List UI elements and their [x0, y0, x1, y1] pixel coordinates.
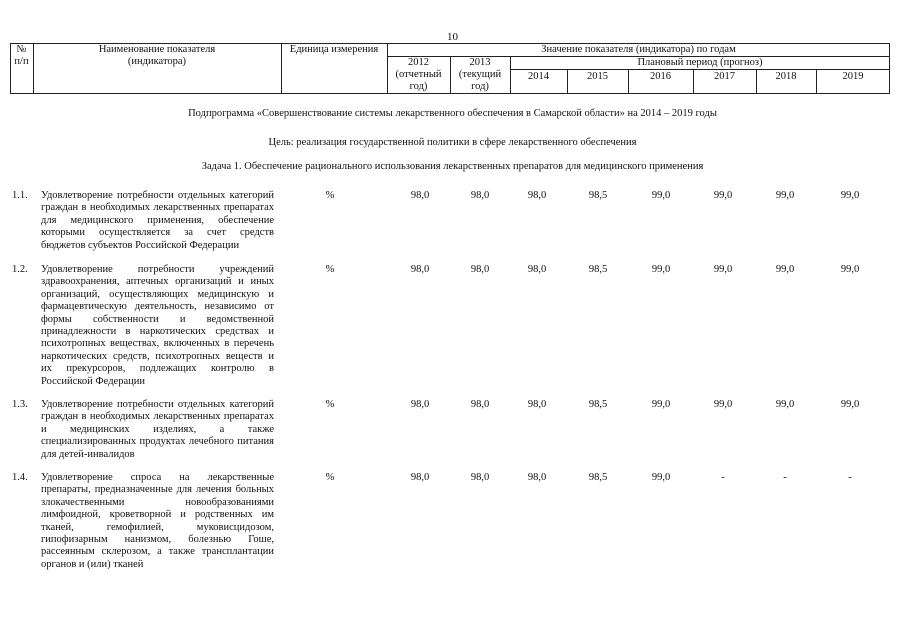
header-year: 2016 — [650, 71, 671, 82]
row-unit: % — [325, 472, 335, 483]
header-unit: Единица измерения — [289, 44, 379, 55]
row-unit: % — [325, 264, 335, 275]
task-line: Задача 1. Обеспечение рационального использования лекарственных препаратов для медицинского применения — [201, 161, 704, 172]
header-year: 2015 — [587, 71, 608, 82]
row-unit: % — [325, 399, 335, 410]
table-header — [10, 43, 890, 94]
row-value-2012: 98,0 — [410, 190, 430, 201]
row-indicator-name: Удовлетворение потребности отдельных категорий граждан в необходимых лекарственных препаратах для медицинского применения, обеспечение которыми осуществляется за счет средств бюджетов субъектов Российской Федерации — [41, 190, 274, 251]
row-value-2018: 99,0 — [775, 190, 795, 201]
row-unit: % — [325, 190, 335, 201]
row-number: 1.1. — [12, 190, 28, 201]
row-number: 1.4. — [12, 472, 28, 483]
row-value-2019: 99,0 — [840, 264, 860, 275]
row-value-2014: 98,0 — [527, 190, 547, 201]
header-year: 2018 — [775, 71, 797, 82]
header-values-title: Значение показателя (индикатора) по годам — [541, 44, 736, 55]
row-value-2019: 99,0 — [840, 190, 860, 201]
row-value-2013: 98,0 — [470, 472, 490, 483]
row-value-2014: 98,0 — [527, 264, 547, 275]
row-value-2017: - — [721, 472, 725, 483]
row-value-2015: 98,5 — [588, 190, 608, 201]
row-indicator-name: Удовлетворение потребности отдельных категорий граждан в необходимых лекарственных препаратах и медицинских изделиях, а также специализированных продуктах лечебного питания для детей-инвалидов — [41, 399, 274, 460]
row-value-2018: 99,0 — [775, 399, 795, 410]
row-value-2019: - — [848, 472, 852, 483]
subprogram-title: Подпрограмма «Совершенствование системы лекарственного обеспечения в Самарской области» на 2014 – 2019 годы — [188, 108, 717, 119]
header-2012: 2012 (отчетный год) — [395, 57, 442, 92]
header-2013: 2013 (текущий год) — [458, 57, 502, 92]
row-number: 1.2. — [12, 264, 28, 275]
header-name: Наименование показателя (индикатора) — [98, 44, 216, 67]
header-planned-title: Плановый период (прогноз) — [637, 57, 763, 68]
row-value-2012: 98,0 — [410, 472, 430, 483]
row-value-2016: 99,0 — [651, 399, 671, 410]
row-value-2014: 98,0 — [527, 399, 547, 410]
header-year: 2019 — [842, 71, 864, 82]
row-value-2015: 98,5 — [588, 399, 608, 410]
row-value-2017: 99,0 — [713, 264, 733, 275]
header-num: № п/п — [14, 44, 29, 67]
row-value-2019: 99,0 — [840, 399, 860, 410]
row-value-2016: 99,0 — [651, 264, 671, 275]
row-number: 1.3. — [12, 399, 28, 410]
row-value-2014: 98,0 — [527, 472, 547, 483]
page-number: 10 — [447, 31, 458, 43]
row-value-2013: 98,0 — [470, 264, 490, 275]
row-value-2016: 99,0 — [651, 190, 671, 201]
row-value-2013: 98,0 — [470, 190, 490, 201]
row-value-2015: 98,5 — [588, 264, 608, 275]
row-value-2012: 98,0 — [410, 264, 430, 275]
row-value-2018: 99,0 — [775, 264, 795, 275]
row-value-2015: 98,5 — [588, 472, 608, 483]
header-year: 2014 — [528, 71, 549, 82]
row-value-2016: 99,0 — [651, 472, 671, 483]
row-value-2013: 98,0 — [470, 399, 490, 410]
row-value-2012: 98,0 — [410, 399, 430, 410]
row-value-2018: - — [783, 472, 787, 483]
row-value-2017: 99,0 — [713, 190, 733, 201]
row-value-2017: 99,0 — [713, 399, 733, 410]
row-indicator-name: Удовлетворение спроса на лекарственные препараты, предназначенные для лечения больных злокачественными новообразованиями лимфоидной, кроветворной и родственных им тканей, гемофилией, муковисцидозом, гипофизарным нанизмом, болезнью Гоше, рассеянным склерозом, а также трансплантации органов и (или) тканей — [41, 472, 274, 570]
goal-line: Цель: реализация государственной политики в сфере лекарственного обеспечения — [268, 137, 637, 148]
row-indicator-name: Удовлетворение потребности учреждений здравоохранения, аптечных организаций и иных организаций, осуществляющих медицинскую и фармацевтическую деятельность, независимо от формы собственности и ведомственной принадлежности в наркотических средствах и психотропных веществах, включенных в перечень наркотических средств, психотропных веществ и их прекурсоров, подлежащих контролю в Российской Федерации — [41, 264, 274, 387]
header-year: 2017 — [714, 71, 735, 82]
